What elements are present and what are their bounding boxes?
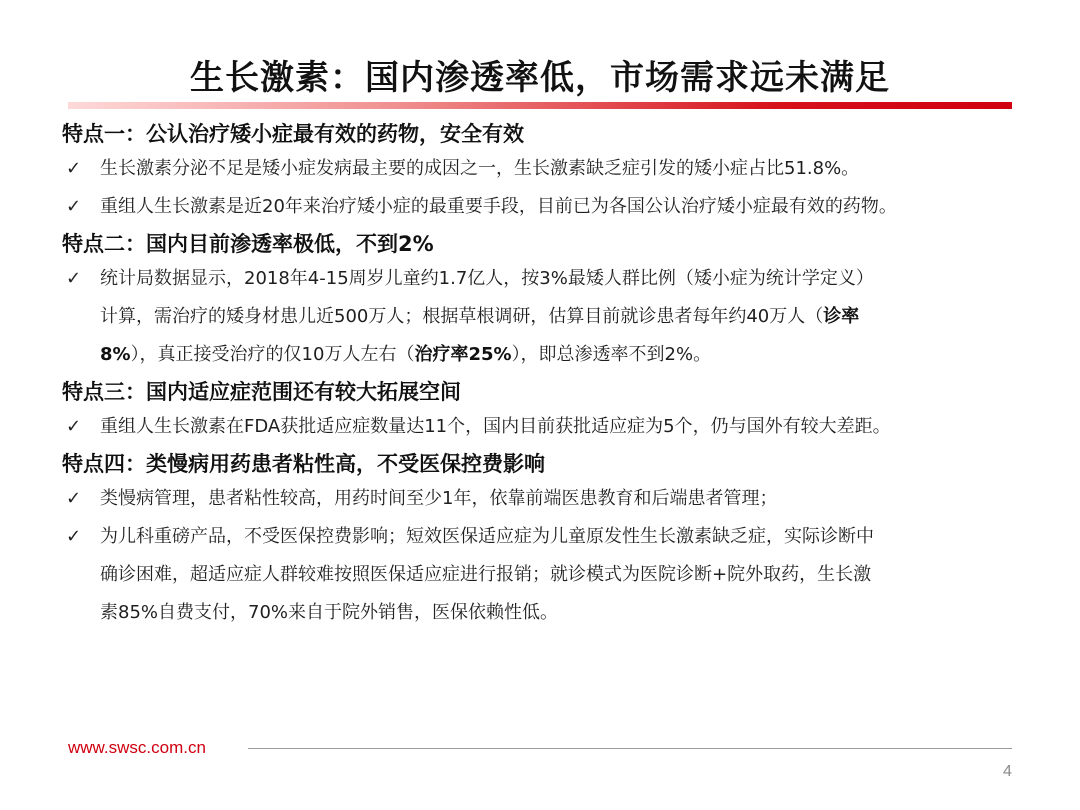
list-item-text [100, 518, 1022, 632]
list-item [62, 408, 1022, 446]
checkmark-icon: ✓ [66, 268, 82, 289]
text-line: 为儿科重磅产品，不受医保控费影响；短效医保适应症为儿童原发性生长激素缺乏症，实际诊断中 [100, 526, 874, 547]
text-line: ），真正接受治疗的仅10万人左右（ [130, 344, 415, 365]
list-item [62, 260, 1022, 374]
list-item [62, 188, 1022, 226]
text-line: ），即总渗透率不到2%。 [511, 344, 712, 365]
footer-divider [248, 748, 1012, 749]
footer-website-url: www.swsc.com.cn [68, 738, 206, 757]
list-item-text: 类慢病管理，患者粘性较高，用药时间至少1年，依靠前端医患教育和后端患者管理； [100, 488, 778, 509]
emphasis-text: 治疗率25% [414, 344, 512, 365]
list-item [62, 480, 1022, 518]
list-item [62, 518, 1022, 632]
checkmark-icon: ✓ [66, 416, 82, 437]
checkmark-icon: ✓ [66, 488, 82, 509]
list-item-text: 重组人生长激素是近20年来治疗矮小症的最重要手段，目前已为各国公认治疗矮小症最有效的药物。 [100, 196, 897, 217]
section-heading-2: 特点二：国内目前渗透率极低，不到2% [62, 232, 434, 256]
text-line: 统计局数据显示，2018年4-15周岁儿童约1.7亿人，按3%最矮人群比例（矮小症为统计学定义） [100, 268, 874, 289]
list-item-text: 生长激素分泌不足是矮小症发病最主要的成因之一，生长激素缺乏症引发的矮小症占比51.8%。 [100, 158, 860, 179]
content-area [62, 118, 1022, 632]
checkmark-icon: ✓ [66, 196, 82, 217]
list-item-text: 重组人生长激素在FDA获批适应症数量达11个，国内目前获批适应症为5个，仍与国外有较大差距。 [100, 416, 891, 437]
text-line: 确诊困难，超适应症人群较难按照医保适应症进行报销；就诊模式为医院诊断+院外取药，生长激 [100, 564, 872, 585]
section-heading-1: 特点一：公认治疗矮小症最有效的药物，安全有效 [62, 122, 524, 146]
text-line: 计算，需治疗的矮身材患儿近500万人；根据草根调研，估算目前就诊患者每年约40万人（ [100, 306, 824, 327]
section-heading-4: 特点四：类慢病用药患者粘性高，不受医保控费影响 [62, 452, 545, 476]
list-item [62, 150, 1022, 188]
checkmark-icon: ✓ [66, 526, 82, 547]
title-underline-bar [68, 102, 1012, 109]
emphasis-text: 诊率 [823, 306, 860, 327]
checkmark-icon: ✓ [66, 158, 82, 179]
page-title: 生长激素：国内渗透率低，市场需求远未满足 [190, 58, 890, 98]
text-line: 素85%自费支付，70%来自于院外销售，医保依赖性低。 [100, 602, 559, 623]
list-item-text [100, 260, 1022, 374]
emphasis-text: 8% [100, 344, 131, 365]
section-heading-3: 特点三：国内适应症范围还有较大拓展空间 [62, 380, 461, 404]
page-number: 4 [1003, 763, 1012, 780]
